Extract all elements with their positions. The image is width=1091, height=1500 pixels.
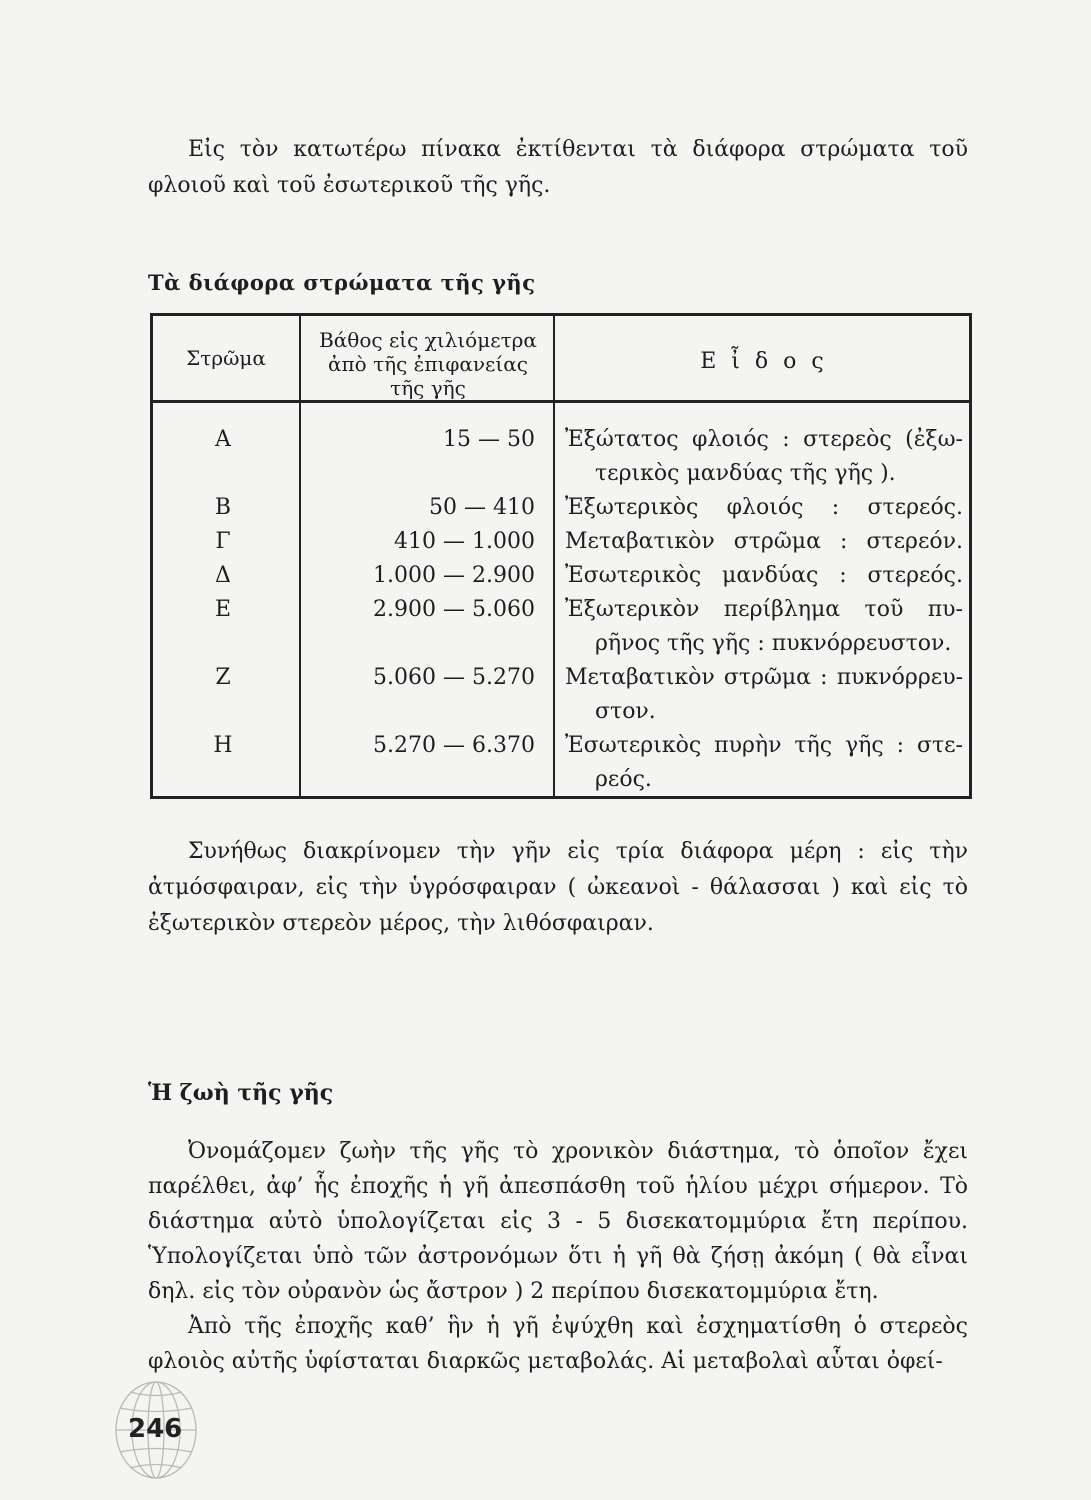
- life-paragraph-1: Ὀνομάζομεν ζωὴν τῆς γῆς τὸ χρονικὸν διάστημα, τὸ ὁποῖον ἔχει παρέλθει, ἀφ’ ἧς ἐποχῆς ἡ γῆ ἀπεσπάσθη τοῦ ἡλίου μέχρι σήμερον. Τὸ διάστημα αὐτὸ ὑπολογίζεται εἰς 3 - 5 δισεκατομμύρια ἔτη περίπου. Ὑπολογίζεται ὑπὸ τῶν ἀστρονόμων ὅτι ἡ γῆ θὰ ζήσῃ ἀκόμη ( θὰ εἶναι δηλ. εἰς τὸν οὐρανὸν ὡς ἄστρον ) 2 περίπου δισεκατομμύρια ἔτη.: [148, 1139, 968, 1304]
- cell-layer: Ε: [214, 597, 232, 622]
- cell-depth: 5.060 — 5.270: [373, 665, 535, 690]
- cell-layer: Δ: [215, 563, 231, 588]
- cell-depth: 410 — 1.000: [394, 529, 535, 554]
- life-paragraph-2: Ἀπὸ τῆς ἐποχῆς καθ’ ἣν ἡ γῆ ἐψύχθη καὶ ἐσχηματίσθη ὁ στερεὸς φλοιὸς αὐτῆς ὑφίσταται διαρκῶς μεταβολάς. Αἱ μεταβολαὶ αὗται ὀφεί-: [148, 1314, 968, 1374]
- cell-type: Μεταβατικὸν στρῶμα : στερεόν.: [565, 529, 963, 554]
- atmosphere-paragraph: Συνήθως διακρίνομεν τὴν γῆν εἰς τρία διάφορα μέρη : εἰς τὴν ἀτμόσφαιραν, εἰς τὴν ὑγρόσφαιραν ( ὠκεανοὶ - θάλασσαι ) καὶ εἰς τὸ ἐξωτερικὸν στερεὸν μέρος, τὴν λιθόσφαιραν.: [148, 839, 968, 936]
- cell-layer: Ζ: [215, 665, 231, 690]
- section-heading: Ἡ ζωὴ τῆς γῆς: [148, 1080, 334, 1106]
- intro-paragraph: Εἰς τὸν κατωτέρω πίνακα ἐκτίθενται τὰ διάφορα στρώματα τοῦ φλοιοῦ καὶ τοῦ ἐσωτερικοῦ τῆς γῆς.: [148, 137, 968, 198]
- table-title: Τὰ διάφορα στρώματα τῆς γῆς: [148, 270, 536, 295]
- cell-depth: 5.270 — 6.370: [373, 733, 535, 758]
- cell-depth: 2.900 — 5.060: [373, 597, 535, 622]
- header-depth-line: ἀπὸ τῆς ἐπιφανείας: [328, 352, 528, 376]
- cell-type-cont: στον.: [595, 699, 656, 724]
- cell-type-cont: ρῆνος τῆς γῆς : πυκνόρρευστον.: [595, 631, 952, 656]
- cell-layer: Η: [213, 733, 233, 758]
- cell-depth: 50 — 410: [429, 495, 535, 520]
- cell-type: Ἐξώτατος φλοιός : στερεὸς (ἐξω-: [565, 427, 963, 452]
- header-depth-line: Βάθος εἰς χιλιόμετρα: [319, 328, 537, 352]
- cell-type: Ἐξωτερικὸς φλοιός : στερεός.: [565, 495, 963, 520]
- header-layer: Στρῶμα: [186, 346, 266, 370]
- cell-depth: 15 — 50: [443, 427, 535, 452]
- table-header-rule: [153, 400, 969, 403]
- cell-type-cont: τερικὸς μανδύας τῆς γῆς ).: [595, 461, 896, 486]
- table-divider: [299, 316, 301, 796]
- cell-type: Ἐξωτερικὸν περίβλημα τοῦ πυ-: [565, 597, 963, 622]
- page-number: 246: [128, 1414, 183, 1444]
- header-depth: [303, 328, 553, 400]
- cell-layer: Β: [214, 495, 232, 520]
- header-type: Ε ἶ δ ο ς: [700, 349, 828, 374]
- cell-type: Ἐσωτερικὸς μανδύας : στερεός.: [565, 563, 963, 588]
- cell-layer: Α: [215, 427, 231, 452]
- header-depth-line: τῆς γῆς: [390, 376, 466, 400]
- cell-layer: Γ: [215, 529, 231, 554]
- cell-type-cont: ρεός.: [595, 767, 652, 792]
- cell-type: Ἐσωτερικὸς πυρὴν τῆς γῆς : στε-: [565, 733, 963, 758]
- cell-type: Μεταβατικὸν στρῶμα : πυκνόρρευ-: [565, 665, 963, 690]
- life-of-earth-text: [148, 1134, 968, 1379]
- earth-layers-table: [150, 313, 972, 799]
- table-divider: [553, 316, 555, 796]
- cell-depth: 1.000 — 2.900: [373, 563, 535, 588]
